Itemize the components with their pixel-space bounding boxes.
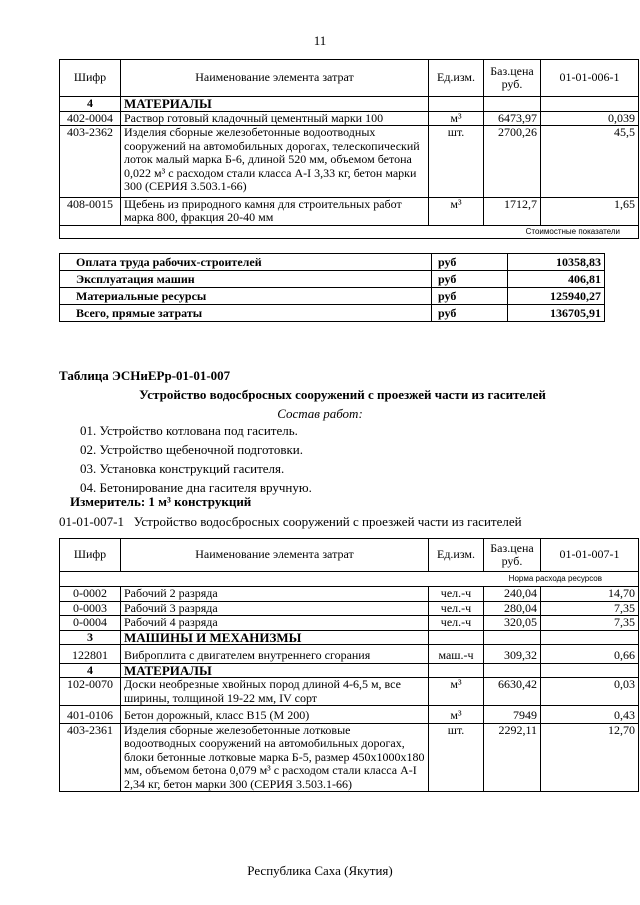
table-row bbox=[60, 616, 639, 631]
section-title: МАШИНЫ И МЕХАНИЗМЫ bbox=[121, 630, 429, 645]
row-value: 7,35 bbox=[541, 601, 639, 616]
row-unit: м³ bbox=[429, 197, 484, 225]
row-price: 309,32 bbox=[484, 645, 541, 664]
row-code: 402-0004 bbox=[60, 111, 121, 126]
row-price: 6473,97 bbox=[484, 111, 541, 126]
row-code: 408-0015 bbox=[60, 197, 121, 225]
row-price: 7949 bbox=[484, 706, 541, 724]
norm-label: Норма расхода ресурсов bbox=[60, 572, 639, 587]
row-unit: м³ bbox=[429, 706, 484, 724]
summary-name: Всего, прямые затраты bbox=[60, 305, 432, 322]
header-unit: Ед.изм. bbox=[429, 539, 484, 572]
cost-indicators-label: Стоимостные показатели bbox=[60, 225, 639, 238]
row-price: 2292,11 bbox=[484, 723, 541, 792]
row-code: 401-0106 bbox=[60, 706, 121, 724]
header-code: Шифр bbox=[60, 539, 121, 572]
row-name: Изделия сборные железобетонные водоотводных сооружений на автомобильных дорогах, телескопический лоток малый марка Б-6, длиной 520 мм, объемом бетона 0,022 м³ с расходом стали класса А-I 3,33 кг, бетон марки 300 (СЕРИЯ 3.503.1-66) bbox=[121, 126, 429, 198]
row-value: 0,039 bbox=[541, 111, 639, 126]
summary-value: 10358,83 bbox=[508, 254, 605, 271]
section-title: МАТЕРИАЛЫ bbox=[121, 97, 429, 112]
section-number: 4 bbox=[60, 663, 121, 678]
work-step: 04. Бетонирование дна гасителя вручную. bbox=[80, 480, 312, 495]
summary-row bbox=[60, 254, 605, 271]
table-row bbox=[60, 645, 639, 664]
table-row bbox=[60, 197, 639, 225]
summary-unit: руб bbox=[432, 305, 508, 322]
row-unit: шт. bbox=[429, 126, 484, 198]
work-steps bbox=[80, 421, 312, 497]
summary-unit: руб bbox=[432, 288, 508, 305]
row-value: 7,35 bbox=[541, 616, 639, 631]
section-number: 3 bbox=[60, 630, 121, 645]
summary-name: Эксплуатация машин bbox=[60, 271, 432, 288]
section-title: МАТЕРИАЛЫ bbox=[121, 663, 429, 678]
summary-table bbox=[59, 253, 605, 322]
summary-unit: руб bbox=[432, 254, 508, 271]
page-number: 11 bbox=[313, 33, 327, 48]
row-price: 280,04 bbox=[484, 601, 541, 616]
summary-name: Оплата труда рабочих-строителей bbox=[60, 254, 432, 271]
row-code: 102-0070 bbox=[60, 678, 121, 706]
row-code: 0-0004 bbox=[60, 616, 121, 631]
header-code: Шифр bbox=[60, 60, 121, 97]
resource-table-1 bbox=[59, 59, 639, 239]
header-price: Баз.цена руб. bbox=[484, 539, 541, 572]
section-heading: Устройство водосбросных сооружений с проезжей части из гасителей bbox=[139, 387, 546, 402]
row-value: 12,70 bbox=[541, 723, 639, 792]
row-name: Виброплита с двигателем внутреннего сгорания bbox=[121, 645, 429, 664]
work-step: 02. Устройство щебеночной подготовки. bbox=[80, 442, 303, 457]
header-name: Наименование элемента затрат bbox=[121, 60, 429, 97]
row-price: 6630,42 bbox=[484, 678, 541, 706]
table-row bbox=[60, 587, 639, 602]
work-step: 01. Устройство котлована под гаситель. bbox=[80, 423, 298, 438]
row-price: 320,05 bbox=[484, 616, 541, 631]
row-code: 0-0002 bbox=[60, 587, 121, 602]
row-name: Рабочий 4 разряда bbox=[121, 616, 429, 631]
row-code: 403-2362 bbox=[60, 126, 121, 198]
row-name: Рабочий 3 разряда bbox=[121, 601, 429, 616]
row-name: Рабочий 2 разряда bbox=[121, 587, 429, 602]
row-name: Раствор готовый кладочный цементный марки 100 bbox=[121, 111, 429, 126]
row-code: 403-2361 bbox=[60, 723, 121, 792]
row-code: 0-0003 bbox=[60, 601, 121, 616]
row-unit: м³ bbox=[429, 111, 484, 126]
row-unit: чел.-ч bbox=[429, 587, 484, 602]
table-row bbox=[60, 678, 639, 706]
section-number: 4 bbox=[60, 97, 121, 112]
table-row bbox=[60, 111, 639, 126]
row-name: Бетон дорожный, класс В15 (М 200) bbox=[121, 706, 429, 724]
work-step: 03. Установка конструкций гасителя. bbox=[80, 461, 285, 476]
row-value: 0,03 bbox=[541, 678, 639, 706]
row-price: 240,04 bbox=[484, 587, 541, 602]
header-price: Баз.цена руб. bbox=[484, 60, 541, 97]
row-name: Щебень из природного камня для строительных работ марка 800, фракция 20-40 мм bbox=[121, 197, 429, 225]
code-line: 01-01-007-1 Устройство водосбросных сооружений с проезжей части из гасителей bbox=[59, 514, 522, 529]
row-price: 1712,7 bbox=[484, 197, 541, 225]
row-value: 0,66 bbox=[541, 645, 639, 664]
summary-row bbox=[60, 305, 605, 322]
summary-row bbox=[60, 288, 605, 305]
summary-value: 125940,27 bbox=[508, 288, 605, 305]
row-name: Доски необрезные хвойных пород длиной 4-6,5 м, все ширины, толщиной 19-22 мм, IV сорт bbox=[121, 678, 429, 706]
table-row bbox=[60, 601, 639, 616]
row-unit: чел.-ч bbox=[429, 616, 484, 631]
header-unit: Ед.изм. bbox=[429, 60, 484, 97]
table-row bbox=[60, 706, 639, 724]
row-name: Изделия сборные железобетонные лотковые водоотводных сооружений на автомобильных дорогах, блоки бетонные лотковые марка Б-5, размер 450х1000х180 мм, объемом бетона 0,079 м³ с расходом стали класса А-I 2,34 кг, бетон марки 300 (СЕРИЯ 3.503.1-66) bbox=[121, 723, 429, 792]
summary-row bbox=[60, 271, 605, 288]
table-row bbox=[60, 126, 639, 198]
row-value: 14,70 bbox=[541, 587, 639, 602]
summary-name: Материальные ресурсы bbox=[60, 288, 432, 305]
header-name: Наименование элемента затрат bbox=[121, 539, 429, 572]
table-row bbox=[60, 723, 639, 792]
row-unit: м³ bbox=[429, 678, 484, 706]
row-unit: чел.-ч bbox=[429, 601, 484, 616]
row-value: 1,65 bbox=[541, 197, 639, 225]
row-value: 45,5 bbox=[541, 126, 639, 198]
row-value: 0,43 bbox=[541, 706, 639, 724]
header-value: 01-01-006-1 bbox=[541, 60, 639, 97]
summary-unit: руб bbox=[432, 271, 508, 288]
page-footer: Республика Саха (Якутия) bbox=[247, 863, 393, 878]
row-unit: маш.-ч bbox=[429, 645, 484, 664]
row-code: 122801 bbox=[60, 645, 121, 664]
composition-label: Состав работ: bbox=[277, 406, 363, 421]
header-value: 01-01-007-1 bbox=[541, 539, 639, 572]
summary-value: 406,81 bbox=[508, 271, 605, 288]
row-price: 2700,26 bbox=[484, 126, 541, 198]
table-title: Таблица ЭСНиЕРр-01-01-007 bbox=[59, 368, 231, 383]
resource-table-2 bbox=[59, 538, 639, 792]
row-unit: шт. bbox=[429, 723, 484, 792]
meter-line: Измеритель: 1 м³ конструкций bbox=[70, 494, 252, 509]
summary-value: 136705,91 bbox=[508, 305, 605, 322]
